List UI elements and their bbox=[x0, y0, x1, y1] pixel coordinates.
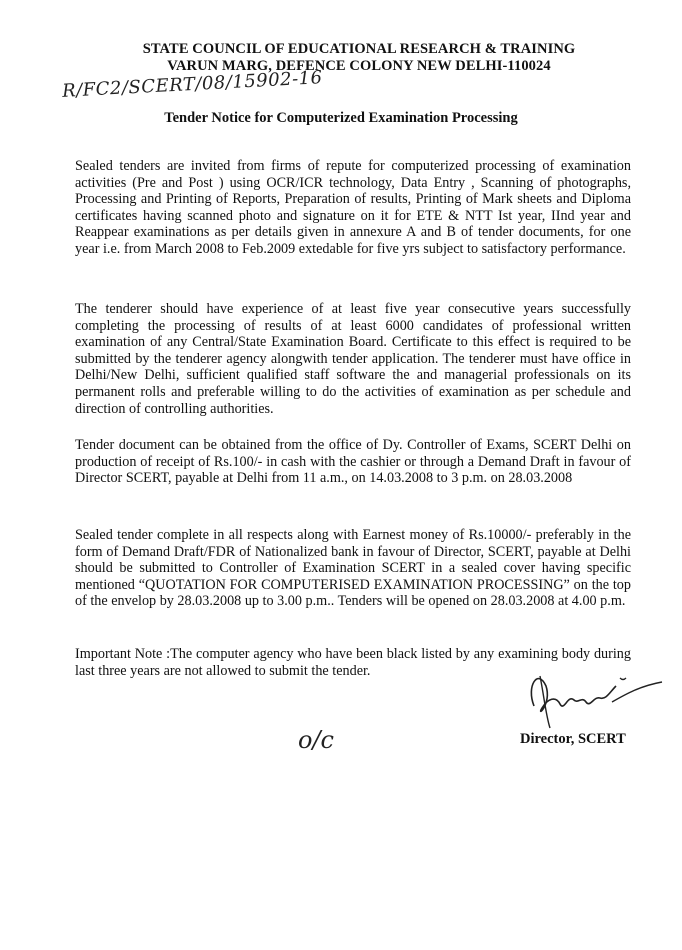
signatory-title: Director, SCERT bbox=[520, 731, 626, 747]
organization-address: VARUN MARG, DEFENCE COLONY NEW DELHI-110024 bbox=[167, 58, 551, 74]
initials-text: o/c bbox=[298, 726, 334, 754]
signature-image bbox=[516, 656, 666, 736]
notice-title: Tender Notice for Computerized Examination Processing bbox=[164, 110, 518, 126]
paragraph-tender-document: Tender document can be obtained from the office of Dy. Controller of Exams, SCERT Delhi on production of receipt of Rs.100/- in cash with the cashier or through a Demand Draft in favour of Director SCERT, payable at Delhi from 11 a.m., on 14.03.2008 to 3 p.m. on 28.03.2008 bbox=[75, 437, 631, 487]
paragraph-important-note: Important Note :The computer agency who have been black listed by any examining body during last three years are not allowed to submit the tender. bbox=[75, 646, 631, 679]
handwritten-initials bbox=[294, 718, 354, 758]
handwritten-reference-number: R/FC2/SCERT/08/15902-16 bbox=[61, 67, 324, 102]
organization-name: STATE COUNCIL OF EDUCATIONAL RESEARCH & TRAINING bbox=[142, 41, 576, 57]
paragraph-submission: Sealed tender complete in all respects along with Earnest money of Rs.10000/- preferably in the form of Demand Draft/FDR of Nationalized bank in favour of Director, SCERT, payable at Delhi should be submitted to Controller of Examination SCERT in a sealed cover having specific mentioned “QUOTATION FOR COMPUTERISED EXAMINATION PROCESSING” on the top of the envelop by 28.03.2008 up to 3.00 p.m.. Tenders will be opened on 28.03.2008 at 4.00 p.m. bbox=[75, 527, 631, 610]
paragraph-eligibility: The tenderer should have experience of at least five year consecutive years successfully completing the processing of results of at least 6000 candidates of professional written examination of any Central/State Examination Board. Certificate to this effect is required to be submitted by the tenderer agency alongwith tender application. The tenderer must have office in Delhi/New Delhi, sufficient qualified staff software the and managerial professionals on its permanent rolls and preferable willing to do the activities of examination as per schedule and direction of controlling authorities. bbox=[75, 301, 631, 417]
paragraph-invitation: Sealed tenders are invited from firms of repute for computerized processing of examination activities (Pre and Post ) using OCR/ICR technology, Data Entry , Scanning of photographs, Processing and Printing of Reports, Preparation of results, Printing of Mark sheets and Diploma certificates having scanned photo and signature on it for ETE & NTT Ist year, IInd year and Reappear examinations as per details given in annexure A and B of tender documents, for one year i.e. from March 2008 to Feb.2009 extedable for five yrs subject to satisfactory performance. bbox=[75, 158, 631, 257]
